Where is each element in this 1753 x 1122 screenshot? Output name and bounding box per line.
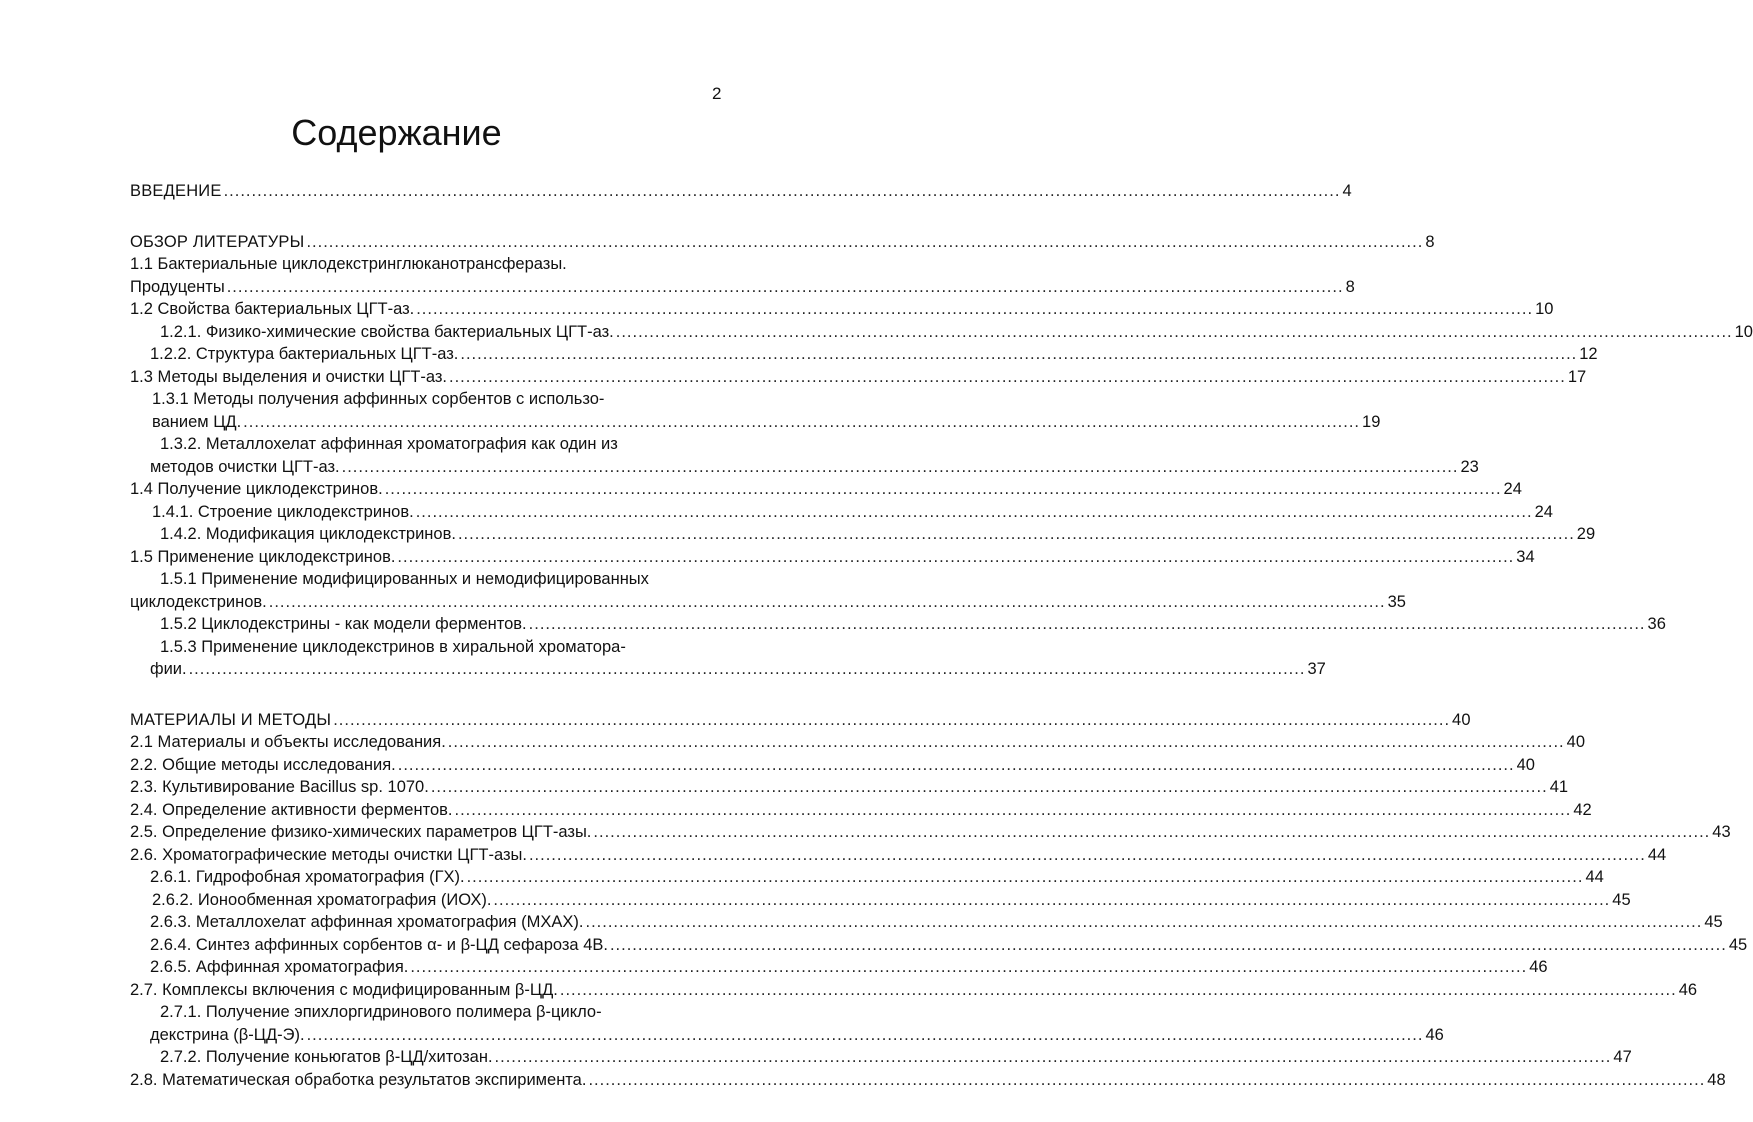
toc-entry-label: 1.2.2. Структура бактериальных ЦГТ-аз. [150, 345, 459, 363]
toc-entry-label: 1.4 Получение циклодекстринов. [130, 480, 383, 498]
toc-leader-dots: ........................................................................................................................................................................................................ [410, 958, 1528, 976]
toc-entry-label: 1.5.1 Применение модифицированных и немодифицированных [160, 570, 649, 588]
toc-entry-label: 2.5. Определение физико-химических параметров ЦГТ-азы. [130, 823, 592, 841]
toc-entry [130, 821, 1731, 844]
toc-entry-page: 36 [1647, 615, 1666, 633]
toc-entry-page: 34 [1516, 547, 1535, 566]
toc-entry [130, 1046, 1632, 1069]
toc-entry-label: 1.3.1 Методы получения аффинных сорбентов с использо- [152, 390, 605, 408]
toc-entry-label: 2.6.5. Аффинная хроматография. [150, 958, 409, 976]
toc-leader-dots: ........................................................................................................................................................................................................ [341, 457, 1459, 476]
toc-entry-page: 35 [1387, 592, 1406, 611]
toc-entry-label: 2.7. Комплексы включения с модифицированным β-ЦД. [130, 980, 558, 999]
toc-entry [130, 911, 1723, 934]
toc-entry [130, 253, 722, 276]
toc-entry [130, 366, 1587, 389]
toc-entry [130, 1001, 722, 1024]
toc-leader-dots: ........................................................................................................................................................................................................ [585, 913, 1703, 931]
toc-entry [130, 754, 1535, 777]
toc-leader-dots: ........................................................................................................................................................................................................ [416, 300, 1534, 318]
toc-leader-dots: ........................................................................................................................................................................................................ [223, 182, 1341, 200]
toc-entry-label: 2.3. Культивирование Bacillus sp. 1070. [130, 778, 429, 796]
toc-entry-page: 46 [1425, 1025, 1444, 1044]
toc-entry-label: ВВЕДЕНИЕ [130, 182, 222, 200]
toc-entry-page: 10 [1734, 322, 1753, 341]
toc-entry-label: ванием ЦД. [152, 412, 242, 431]
toc-entry-page: 41 [1549, 778, 1569, 796]
toc-leader-dots: ........................................................................................................................................................................................................ [528, 615, 1646, 633]
toc-entry [130, 776, 1569, 799]
toc-leader-dots: ........................................................................................................................................................................................................ [494, 1048, 1612, 1066]
toc-leader-dots: ........................................................................................................................................................................................................ [226, 277, 1344, 296]
toc-entry [130, 591, 1406, 614]
toc-entry [130, 568, 722, 591]
toc-entry-page: 46 [1678, 980, 1698, 999]
toc-leader-dots: ........................................................................................................................................................................................................ [306, 1025, 1424, 1044]
toc-entry-label: 1.1 Бактериальные циклодекстринглюканотрансферазы. [130, 255, 567, 273]
toc-leader-dots: ........................................................................................................................................................................................................ [243, 412, 1361, 431]
section-gap [130, 681, 722, 709]
toc-entry-page: 40 [1566, 733, 1586, 751]
toc-leader-dots: ........................................................................................................................................................................................................ [447, 733, 1565, 751]
toc-entry-label: 1.3.2. Металлохелат аффинная хроматография как один из [160, 435, 618, 453]
toc-entry [130, 298, 1554, 321]
toc-entry-label: 1.3 Методы выделения и очистки ЦГТ-аз. [130, 367, 447, 386]
toc-entry-label: 1.2 Свойства бактериальных ЦГТ-аз. [130, 300, 415, 318]
toc-entry-page: 43 [1712, 823, 1731, 841]
toc-entry-page: 17 [1567, 367, 1587, 386]
toc-leader-dots: ........................................................................................................................................................................................................ [430, 778, 1548, 796]
toc-entry-page: 46 [1529, 958, 1548, 976]
toc-section-entry [130, 709, 1471, 732]
toc-leader-dots: ........................................................................................................................................................................................................ [397, 547, 1515, 566]
toc-entry-page: 12 [1579, 345, 1598, 363]
toc-entry-label: 2.1 Материалы и объекты исследования. [130, 733, 446, 751]
toc-leader-dots: ........................................................................................................................................................................................................ [609, 935, 1727, 954]
toc-entry-label: 2.8. Математическая обработка результатов экспиримента. [130, 1070, 587, 1089]
toc-entry [130, 956, 1548, 979]
toc-entry [130, 1024, 1444, 1047]
toc-leader-dots: ........................................................................................................................................................................................................ [306, 232, 1424, 251]
toc-entry-page: 10 [1535, 300, 1554, 318]
toc-entry [130, 501, 1553, 524]
page-number: 2 [712, 84, 722, 103]
toc-entry-page: 45 [1728, 935, 1748, 954]
toc-entry-label: 2.7.1. Получение эпихлоргидринового полимера β-цикло- [160, 1003, 602, 1021]
toc-entry [130, 546, 1535, 569]
toc-entry-page: 8 [1425, 232, 1435, 251]
toc-leader-dots: ........................................................................................................................................................................................................ [615, 322, 1733, 341]
toc-entry [130, 613, 1666, 636]
toc-entry-label: методов очистки ЦГТ-аз. [150, 457, 340, 476]
toc-entry [130, 636, 722, 659]
toc-leader-dots: ........................................................................................................................................................................................................ [454, 800, 1572, 819]
section-gap [130, 203, 722, 231]
toc-entry-page: 44 [1585, 868, 1604, 886]
toc-entry-label: Продуценты [130, 277, 225, 296]
toc-entry-page: 23 [1460, 457, 1479, 476]
toc-entry-page: 48 [1707, 1070, 1726, 1089]
toc-leader-dots: ........................................................................................................................................................................................................ [493, 890, 1611, 909]
toc-entry-label: 2.7.2. Получение коньюгатов β-ЦД/хитозан. [160, 1048, 493, 1066]
toc-entry-label: 1.5.3 Применение циклодекстринов в хиральной хроматора- [160, 637, 626, 656]
toc-entry [130, 889, 1631, 912]
toc-entry-page: 45 [1704, 913, 1723, 931]
toc-entry-page: 19 [1362, 412, 1381, 431]
toc-leader-dots: ........................................................................................................................................................................................................ [559, 980, 1677, 999]
toc-section-entry [130, 180, 1352, 203]
toc-entry [130, 844, 1667, 867]
toc-leader-dots: ........................................................................................................................................................................................................ [466, 868, 1584, 886]
table-of-contents [130, 180, 1753, 1091]
toc-entry-page: 40 [1452, 710, 1471, 729]
toc-leader-dots: ........................................................................................................................................................................................................ [448, 367, 1566, 386]
toc-entry [130, 388, 722, 411]
toc-leader-dots: ........................................................................................................................................................................................................ [188, 660, 1306, 678]
toc-entry-page: 29 [1576, 525, 1596, 543]
toc-entry-label: 2.2. Общие методы исследования. [130, 755, 396, 774]
toc-entry [130, 658, 1326, 681]
toc-entry-label: 1.4.1. Строение циклодекстринов. [152, 502, 414, 521]
toc-entry-label: 1.2.1. Физико-химические свойства бактериальных ЦГТ-аз. [160, 322, 614, 341]
toc-entry [130, 979, 1698, 1002]
toc-entry [130, 456, 1479, 479]
toc-entry [130, 433, 722, 456]
toc-entry-page: 44 [1647, 845, 1667, 864]
toc-entry [130, 934, 1748, 957]
toc-entry [130, 276, 1355, 299]
toc-entry-page: 24 [1503, 480, 1522, 498]
toc-leader-dots: ........................................................................................................................................................................................................ [333, 710, 1451, 729]
toc-entry-label: фии. [150, 660, 187, 678]
toc-entry-label: МАТЕРИАЛЫ И МЕТОДЫ [130, 710, 332, 729]
toc-leader-dots: ........................................................................................................................................................................................................ [588, 1070, 1706, 1089]
toc-leader-dots: ........................................................................................................................................................................................................ [593, 823, 1711, 841]
toc-leader-dots: ........................................................................................................................................................................................................ [528, 845, 1646, 864]
toc-entry-label: 2.4. Определение активности ферментов. [130, 800, 453, 819]
toc-entry-label: 1.5 Применение циклодекстринов. [130, 547, 396, 566]
toc-entry-label: декстрина (β-ЦД-Э). [150, 1025, 305, 1044]
toc-entry-label: 1.4.2. Модификация циклодекстринов. [160, 525, 456, 543]
toc-entry-label: 2.6. Хроматографические методы очистки ЦГТ-азы. [130, 845, 527, 864]
toc-leader-dots: ........................................................................................................................................................................................................ [384, 480, 1502, 498]
toc-entry [130, 1069, 1726, 1092]
toc-leader-dots: ........................................................................................................................................................................................................ [457, 525, 1575, 543]
toc-entry [130, 343, 1598, 366]
toc-entry-label: 2.6.2. Ионообменная хроматография (ИОХ). [152, 890, 492, 909]
toc-entry-page: 42 [1573, 800, 1592, 819]
toc-entry [130, 731, 1586, 754]
toc-leader-dots: ........................................................................................................................................................................................................ [268, 592, 1386, 611]
toc-leader-dots: ........................................................................................................................................................................................................ [460, 345, 1578, 363]
toc-entry-label: 2.6.4. Синтез аффинных сорбентов α- и β-ЦД сефароза 4В. [150, 935, 608, 954]
toc-entry [130, 321, 1753, 344]
toc-section-entry [130, 231, 1435, 254]
toc-entry-label: 2.6.3. Металлохелат аффинная хроматография (МХАХ). [150, 913, 584, 931]
toc-leader-dots: ........................................................................................................................................................................................................ [397, 755, 1515, 774]
toc-entry-page: 37 [1307, 660, 1326, 678]
toc-entry [130, 411, 1381, 434]
toc-entry-label: циклодекстринов. [130, 592, 267, 611]
toc-entry [130, 523, 1596, 546]
toc-entry-page: 45 [1612, 890, 1631, 909]
toc-entry [130, 478, 1522, 501]
toc-entry [130, 799, 1592, 822]
toc-entry-label: ОБЗОР ЛИТЕРАТУРЫ [130, 232, 305, 251]
toc-entry-page: 24 [1534, 502, 1553, 521]
toc-entry-page: 4 [1342, 182, 1352, 200]
toc-entry-page: 8 [1345, 277, 1355, 296]
toc-entry-label: 2.6.1. Гидрофобная хроматография (ГХ). [150, 868, 465, 886]
toc-leader-dots: ........................................................................................................................................................................................................ [415, 502, 1533, 521]
toc-entry [130, 866, 1604, 889]
page-title: Содержание [291, 112, 502, 153]
toc-entry-label: 1.5.2 Циклодекстрины - как модели ферментов. [160, 615, 527, 633]
toc-entry-page: 47 [1613, 1048, 1632, 1066]
toc-entry-page: 40 [1516, 755, 1535, 774]
